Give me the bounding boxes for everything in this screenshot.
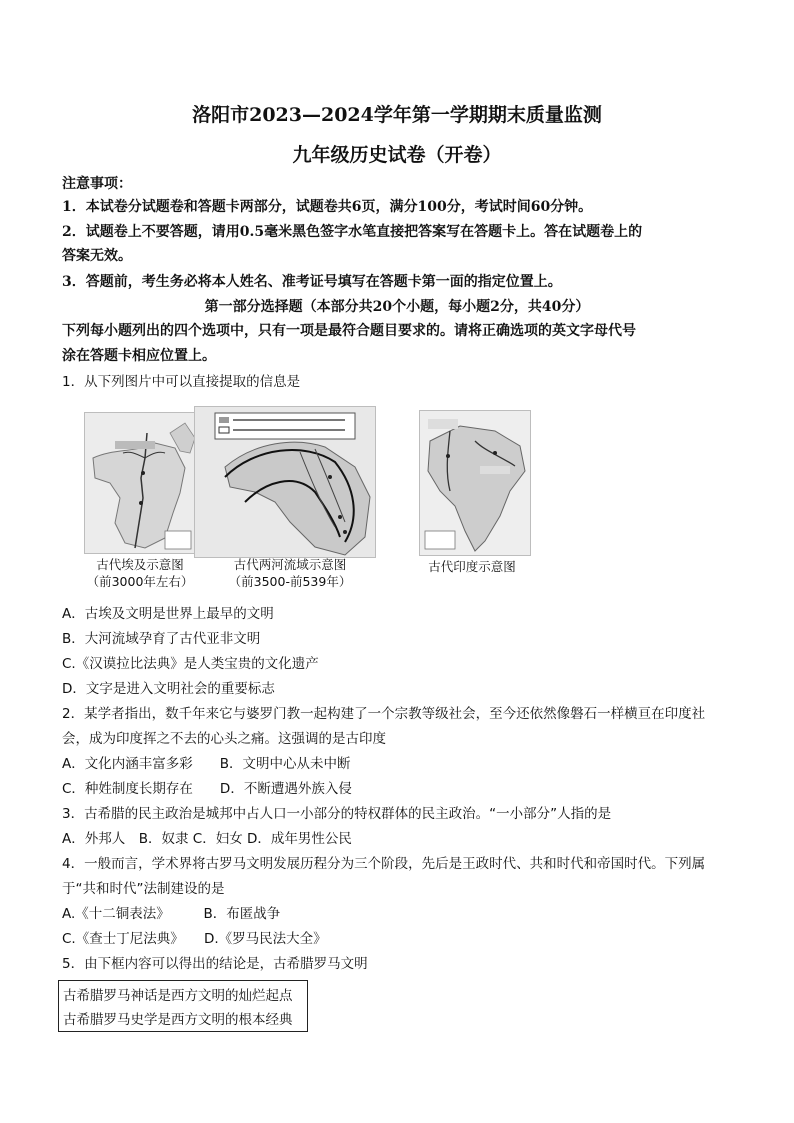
- q4-stem: 4．一般而言，学术界将古罗马文明发展历程分为三个阶段，先后是王政时代、共和时代和帝国时代。下列属: [62, 856, 706, 872]
- q5-quote-box: [58, 980, 308, 1032]
- mesopotamia-caption: 古代两河流域示意图: [233, 557, 347, 572]
- q3-options: A．外邦人 B．奴隶 C．妇女 D．成年男性公民: [62, 831, 352, 847]
- india-caption: 古代印度示意图: [428, 559, 516, 574]
- q1-option-a: A．古埃及文明是世界上最早的文明: [62, 606, 274, 622]
- q1-option-d: D．文字是进入文明社会的重要标志: [62, 681, 275, 697]
- q2-options-ab: A．文化内涵丰富多彩 B．文明中心从未中断: [62, 756, 351, 772]
- exam-title: 洛阳市2023—2024学年第一学期期末质量监测: [192, 104, 602, 126]
- exam-subtitle: 九年级历史试卷（开卷）: [292, 144, 502, 166]
- egypt-caption: 古代埃及示意图: [96, 557, 184, 572]
- q4-options-cd: C.《查士丁尼法典》 D.《罗马民法大全》: [62, 931, 327, 947]
- mesopotamia-map-image: [194, 406, 376, 558]
- q2-options-cd: C．种姓制度长期存在 D．不断遭遇外族入侵: [62, 781, 352, 797]
- notes-heading: 注意事项：: [62, 176, 132, 192]
- egypt-caption-date: （前3000年左右）: [86, 574, 194, 589]
- note-item: 答案无效。: [62, 248, 132, 264]
- note-item: 3．答题前，考生务必将本人姓名、准考证号填写在答题卡第一面的指定位置上。: [62, 274, 562, 290]
- q4-options-ab: A.《十二铜表法》 B．布匿战争: [62, 906, 281, 922]
- note-item: 1．本试卷分试题卷和答题卡两部分，试题卷共6页，满分100分，考试时间60分钟。: [62, 199, 593, 215]
- q1-stem: 1．从下列图片中可以直接提取的信息是: [62, 374, 301, 390]
- q1-option-b: B．大河流域孕育了古代亚非文明: [62, 631, 261, 647]
- part1-instruction: 涂在答题卡相应位置上。: [62, 348, 216, 364]
- mesopotamia-caption-date: （前3500-前539年）: [228, 574, 352, 589]
- part1-instruction: 下列每小题列出的四个选项中，只有一项是最符合题目要求的。请将正确选项的英文字母代号: [62, 323, 636, 339]
- note-item: 2．试题卷上不要答题，请用0.5毫米黑色签字水笔直接把答案写在答题卡上。答在试题卷上的: [62, 224, 643, 240]
- q5-quote-line: 古希腊罗马神话是西方文明的灿烂起点: [63, 988, 293, 1004]
- india-map-image: [419, 410, 531, 556]
- q2-stem-cont: 会，成为印度挥之不去的心头之痛。这强调的是古印度: [62, 731, 386, 747]
- q4-stem-cont: 于“共和时代”法制建设的是: [62, 881, 225, 897]
- q3-stem: 3．古希腊的民主政治是城邦中占人口一小部分的特权群体的民主政治。“一小部分”人指的是: [62, 806, 612, 822]
- maps-figure: [62, 404, 532, 598]
- part1-heading: 第一部分选择题（本部分共20个小题，每小题2分，共40分）: [204, 299, 590, 315]
- q2-stem: 2．某学者指出，数千年来它与婆罗门教一起构建了一个宗教等级社会，至今还依然像磐石一样横亘在印度社: [62, 706, 706, 722]
- egypt-map-image: [84, 412, 198, 554]
- q1-option-c: C.《汉谟拉比法典》是人类宝贵的文化遗产: [62, 656, 319, 672]
- q5-stem: 5．由下框内容可以得出的结论是，古希腊罗马文明: [62, 956, 368, 972]
- q5-quote-line: 古希腊罗马史学是西方文明的根本经典: [63, 1012, 293, 1028]
